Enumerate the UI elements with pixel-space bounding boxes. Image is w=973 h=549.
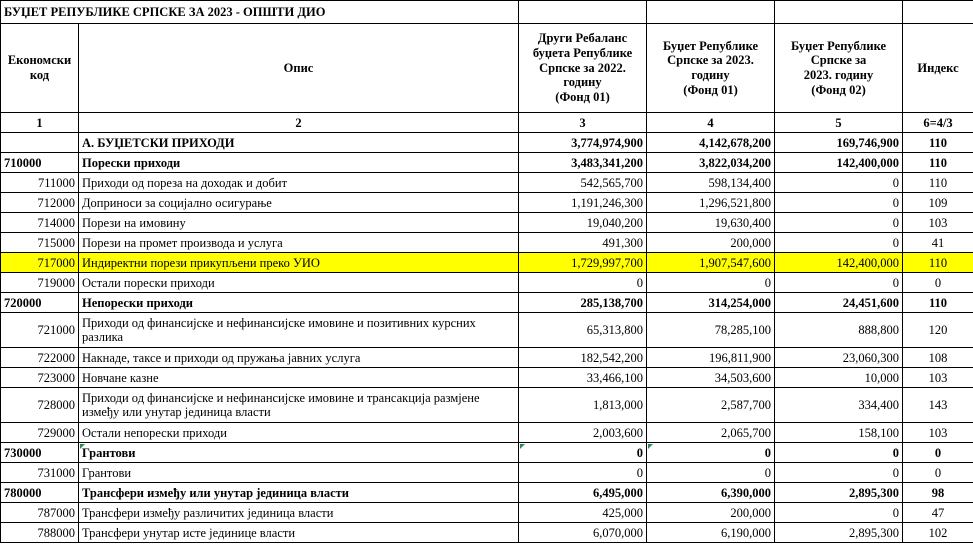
table-row[interactable]	[1, 193, 973, 213]
row-description-cell: Приходи од пореза на доходак и добит	[79, 173, 519, 193]
row-code-cell: 721000	[1, 313, 79, 348]
row-value-budget-2023-fond01: 1,296,521,800	[647, 193, 775, 213]
row-value-index: 103	[903, 213, 973, 233]
row-code-cell	[1, 133, 79, 153]
row-description-cell: Непорески приходи	[79, 293, 519, 313]
row-value-rebalance-2022: 0	[519, 273, 647, 293]
row-description-cell: Индиректни порези прикупљени преко УИО	[79, 253, 519, 273]
row-value-index: 108	[903, 348, 973, 368]
row-value-index: 41	[903, 233, 973, 253]
column-header-budget-2023-fond01	[647, 24, 775, 113]
table-row[interactable]	[1, 253, 973, 273]
table-row[interactable]	[1, 423, 973, 443]
row-value-budget-2023-fond01: 314,254,000	[647, 293, 775, 313]
column-header-v2-line1: Буџет Републике	[662, 38, 759, 53]
column-numbering-row	[1, 113, 973, 133]
row-value-budget-2023-fond02: 2,895,300	[775, 523, 903, 543]
row-description-cell: Доприноси за социјално осигурање	[79, 193, 519, 213]
row-description-cell: Грантови	[79, 463, 519, 483]
column-header-v3-line1: Буџет Републике	[790, 38, 887, 53]
table-row[interactable]	[1, 523, 973, 543]
row-value-budget-2023-fond01: 78,285,100	[647, 313, 775, 348]
row-value-rebalance-2022: 0	[519, 443, 647, 463]
row-value-budget-2023-fond01: 34,503,600	[647, 368, 775, 388]
table-row[interactable]	[1, 173, 973, 193]
table-row[interactable]	[1, 133, 973, 153]
row-value-rebalance-2022: 19,040,200	[519, 213, 647, 233]
row-value-index: 103	[903, 368, 973, 388]
row-value-rebalance-2022: 1,729,997,700	[519, 253, 647, 273]
row-description-cell: Остали порески приходи	[79, 273, 519, 293]
row-code-cell: 717000	[1, 253, 79, 273]
table-row[interactable]	[1, 153, 973, 173]
row-description-cell: Приходи од финансијске и нефинансијске имовине и трансакција размјене између или унутар јединица власти	[79, 388, 519, 423]
column-number-2: 2	[79, 113, 519, 133]
row-value-budget-2023-fond02: 158,100	[775, 423, 903, 443]
table-row[interactable]	[1, 388, 973, 423]
row-code-cell: 715000	[1, 233, 79, 253]
column-header-v1-line1: Други Ребаланс	[537, 31, 628, 46]
row-code-cell: 722000	[1, 348, 79, 368]
page-title: БУЏЕТ РЕПУБЛИКЕ СРПСКЕ ЗА 2023 - ОПШТИ ДИО	[1, 1, 519, 24]
row-value-budget-2023-fond01: 6,190,000	[647, 523, 775, 543]
row-value-index: 143	[903, 388, 973, 423]
table-row[interactable]	[1, 368, 973, 388]
table-row[interactable]	[1, 273, 973, 293]
row-value-rebalance-2022: 65,313,800	[519, 313, 647, 348]
row-code-cell: 723000	[1, 368, 79, 388]
row-description-cell: А. БУЏЕТСКИ ПРИХОДИ	[79, 133, 519, 153]
row-value-rebalance-2022: 0	[519, 463, 647, 483]
column-header-budget-2023-fond02	[775, 24, 903, 113]
row-code-cell: 712000	[1, 193, 79, 213]
row-code-cell: 780000	[1, 483, 79, 503]
row-description-cell: Трансфери између различитих јединица власти	[79, 503, 519, 523]
table-row[interactable]	[1, 348, 973, 368]
row-value-budget-2023-fond02: 24,451,600	[775, 293, 903, 313]
row-code-cell: 787000	[1, 503, 79, 523]
row-value-budget-2023-fond02: 2,895,300	[775, 483, 903, 503]
row-value-budget-2023-fond02: 888,800	[775, 313, 903, 348]
row-value-budget-2023-fond01: 200,000	[647, 233, 775, 253]
row-value-budget-2023-fond01: 6,390,000	[647, 483, 775, 503]
row-value-budget-2023-fond01: 4,142,678,200	[647, 133, 775, 153]
row-value-budget-2023-fond02: 334,400	[775, 388, 903, 423]
column-number-6: 6=4/3	[903, 113, 973, 133]
column-header-v1-line2: буџета Републике	[532, 45, 633, 60]
row-value-index: 109	[903, 193, 973, 213]
column-header-v2-line2: Српске за 2023.	[667, 53, 754, 68]
column-header-code-line1: Економски	[7, 53, 72, 68]
column-header-v3-line4: (Фонд 02)	[811, 82, 866, 97]
row-description-cell: Трансфери између или унутар јединица власти	[79, 483, 519, 503]
column-number-1: 1	[1, 113, 79, 133]
row-value-index: 120	[903, 313, 973, 348]
column-number-4: 4	[647, 113, 775, 133]
row-value-budget-2023-fond01: 0	[647, 443, 775, 463]
title-blank-cell-2	[647, 1, 775, 24]
row-value-budget-2023-fond01: 1,907,547,600	[647, 253, 775, 273]
row-value-rebalance-2022: 6,495,000	[519, 483, 647, 503]
row-value-budget-2023-fond01: 2,587,700	[647, 388, 775, 423]
table-row[interactable]	[1, 463, 973, 483]
row-description-cell: Остали непорески приходи	[79, 423, 519, 443]
row-code-cell: 714000	[1, 213, 79, 233]
row-value-rebalance-2022: 1,191,246,300	[519, 193, 647, 213]
row-value-rebalance-2022: 542,565,700	[519, 173, 647, 193]
row-code-cell: 730000	[1, 443, 79, 463]
title-blank-cell-3	[775, 1, 903, 24]
row-description-cell: Порески приходи	[79, 153, 519, 173]
column-header-v1-line5: (Фонд 01)	[555, 90, 610, 105]
row-value-budget-2023-fond02: 0	[775, 443, 903, 463]
row-value-index: 0	[903, 273, 973, 293]
row-code-cell: 729000	[1, 423, 79, 443]
table-row[interactable]	[1, 313, 973, 348]
row-value-index: 47	[903, 503, 973, 523]
column-header-v3-line3: 2023. годину	[803, 68, 874, 82]
column-header-v1-line3: Српске за 2022.	[539, 60, 626, 75]
row-description-cell: Грантови	[79, 443, 519, 463]
row-value-budget-2023-fond01: 19,630,400	[647, 213, 775, 233]
row-value-budget-2023-fond02: 0	[775, 273, 903, 293]
title-blank-cell-1	[519, 1, 647, 24]
table-row[interactable]	[1, 443, 973, 463]
row-value-index: 110	[903, 153, 973, 173]
row-value-rebalance-2022: 182,542,200	[519, 348, 647, 368]
row-value-budget-2023-fond01: 598,134,400	[647, 173, 775, 193]
column-number-3: 3	[519, 113, 647, 133]
row-value-budget-2023-fond02: 0	[775, 193, 903, 213]
row-value-budget-2023-fond01: 0	[647, 273, 775, 293]
row-value-rebalance-2022: 1,813,000	[519, 388, 647, 423]
column-header-v2-line4: (Фонд 01)	[683, 82, 738, 97]
row-code-cell: 720000	[1, 293, 79, 313]
row-value-index: 110	[903, 253, 973, 273]
row-value-budget-2023-fond02: 23,060,300	[775, 348, 903, 368]
row-value-rebalance-2022: 3,774,974,900	[519, 133, 647, 153]
table-row[interactable]	[1, 213, 973, 233]
row-description-cell: Накнаде, таксе и приходи од пружања јавних услуга	[79, 348, 519, 368]
row-code-cell: 788000	[1, 523, 79, 543]
row-value-rebalance-2022: 491,300	[519, 233, 647, 253]
row-value-index: 110	[903, 133, 973, 153]
row-value-rebalance-2022: 2,003,600	[519, 423, 647, 443]
row-value-budget-2023-fond02: 0	[775, 173, 903, 193]
row-value-budget-2023-fond02: 142,400,000	[775, 153, 903, 173]
column-header-code	[1, 24, 79, 113]
row-value-index: 110	[903, 293, 973, 313]
row-value-rebalance-2022: 285,138,700	[519, 293, 647, 313]
row-value-budget-2023-fond02: 0	[775, 463, 903, 483]
title-blank-cell-4	[903, 1, 973, 24]
column-header-code-line2: код	[29, 68, 50, 82]
row-description-cell: Приходи од финансијске и нефинансијске имовине и позитивних курсних разлика	[79, 313, 519, 348]
row-description-cell: Новчане казне	[79, 368, 519, 388]
row-value-index: 98	[903, 483, 973, 503]
row-value-budget-2023-fond02: 142,400,000	[775, 253, 903, 273]
row-value-budget-2023-fond02: 10,000	[775, 368, 903, 388]
document-title-row	[1, 1, 973, 24]
table-row[interactable]	[1, 293, 973, 313]
table-row[interactable]	[1, 503, 973, 523]
row-value-rebalance-2022: 33,466,100	[519, 368, 647, 388]
row-value-budget-2023-fond01: 196,811,900	[647, 348, 775, 368]
table-header-row	[1, 24, 973, 113]
column-header-description: Опис	[79, 24, 519, 113]
row-value-budget-2023-fond02: 169,746,900	[775, 133, 903, 153]
column-header-rebalance-2022	[519, 24, 647, 113]
table-row[interactable]	[1, 483, 973, 503]
column-header-v3-line2: Српске за	[810, 53, 867, 68]
row-value-index: 0	[903, 463, 973, 483]
row-description-cell: Трансфери унутар исте јединице власти	[79, 523, 519, 543]
row-value-budget-2023-fond01: 3,822,034,200	[647, 153, 775, 173]
row-value-index: 110	[903, 173, 973, 193]
row-description-cell: Порези на имовину	[79, 213, 519, 233]
column-header-v2-line3: годину	[691, 68, 730, 82]
row-value-budget-2023-fond01: 2,065,700	[647, 423, 775, 443]
row-code-cell: 728000	[1, 388, 79, 423]
column-number-5: 5	[775, 113, 903, 133]
row-value-budget-2023-fond01: 0	[647, 463, 775, 483]
row-value-budget-2023-fond02: 0	[775, 213, 903, 233]
row-value-budget-2023-fond02: 0	[775, 233, 903, 253]
table-row[interactable]	[1, 233, 973, 253]
column-header-index: Индекс	[903, 24, 973, 113]
table-body	[1, 133, 973, 543]
row-code-cell: 719000	[1, 273, 79, 293]
row-description-cell: Порези на промет производа и услуга	[79, 233, 519, 253]
row-code-cell: 731000	[1, 463, 79, 483]
row-value-index: 102	[903, 523, 973, 543]
row-value-index: 0	[903, 443, 973, 463]
row-value-budget-2023-fond01: 200,000	[647, 503, 775, 523]
row-value-rebalance-2022: 425,000	[519, 503, 647, 523]
row-code-cell: 710000	[1, 153, 79, 173]
row-value-budget-2023-fond02: 0	[775, 503, 903, 523]
column-header-v1-line4: годину	[563, 75, 602, 90]
row-value-index: 103	[903, 423, 973, 443]
row-value-rebalance-2022: 3,483,341,200	[519, 153, 647, 173]
row-value-rebalance-2022: 6,070,000	[519, 523, 647, 543]
row-code-cell: 711000	[1, 173, 79, 193]
